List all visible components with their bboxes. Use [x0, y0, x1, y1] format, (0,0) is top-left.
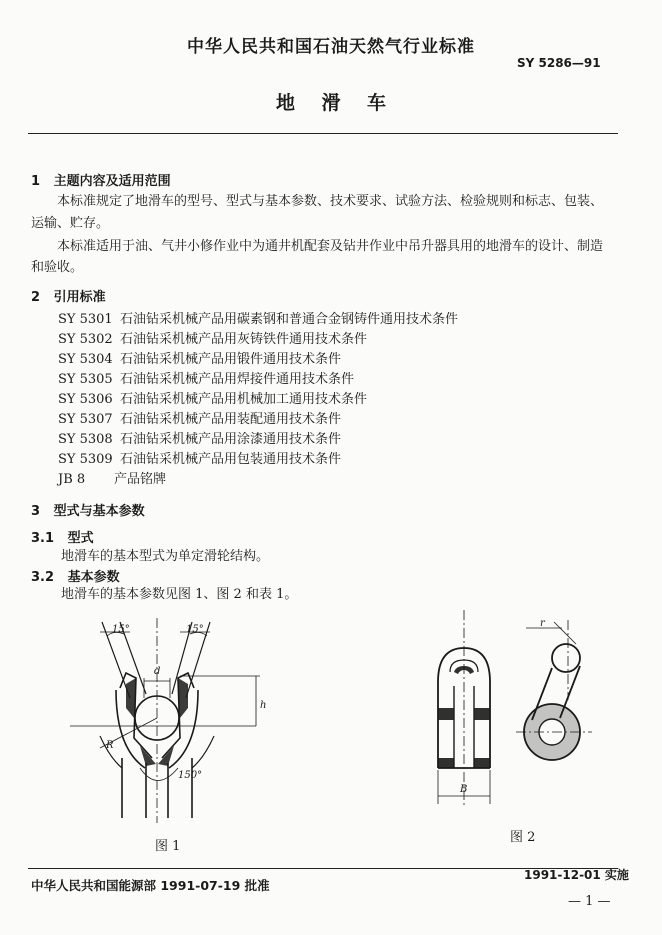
standard-title: 石油钻采机械产品用涂漆通用技术条件	[120, 432, 342, 447]
figure-2-caption: 图 2	[510, 830, 536, 845]
standard-code: SY 5302	[58, 332, 113, 347]
standard-code: SY 5306	[58, 392, 113, 407]
referenced-standard	[58, 448, 341, 467]
section-3-1-heading: 3.1 型式	[31, 531, 94, 546]
section-3-2-text: 地滑车的基本参数见图 1、图 2 和表 1。	[61, 587, 298, 602]
figure-1-150-label: 150°	[178, 770, 203, 781]
standard-title: 石油钻采机械产品用包装通用技术条件	[120, 452, 342, 467]
referenced-standard	[58, 388, 367, 407]
figure-1-h-label: h	[260, 700, 267, 711]
issuing-organization: 中华人民共和国石油天然气行业标准	[187, 37, 475, 57]
standard-code: SY 5301	[58, 312, 113, 327]
section-3-heading: 3 型式与基本参数	[31, 504, 145, 519]
section-2-heading: 2 引用标准	[31, 290, 106, 305]
standard-code: JB 8	[58, 472, 86, 487]
effective-date: 1991-12-01 实施	[524, 868, 629, 882]
standard-code: SY 5308	[58, 432, 113, 447]
referenced-standard	[58, 308, 458, 327]
standard-code: SY 5309	[58, 452, 113, 467]
standard-code: SY 5304	[58, 352, 113, 367]
referenced-standard	[58, 428, 341, 447]
section-3-2-heading: 3.2 基本参数	[31, 570, 120, 585]
standard-title: 石油钻采机械产品用焊接件通用技术条件	[120, 372, 355, 387]
referenced-standard	[58, 468, 166, 487]
section-1-para2-line2: 和验收。	[31, 260, 84, 275]
referenced-standard	[58, 328, 367, 347]
document-title: 地 滑 车	[276, 92, 386, 114]
standard-title: 石油钻采机械产品用锻件通用技术条件	[120, 352, 342, 367]
standard-title: 产品铭牌	[114, 472, 167, 487]
standard-number: SY 5286—91	[517, 56, 601, 70]
section-1-para1-line1: 本标准规定了地滑车的型号、型式与基本参数、技术要求、试验方法、检验规则和标志、包装、	[57, 194, 604, 209]
figure-1-r-label: R	[106, 740, 114, 751]
standard-title: 石油钻采机械产品用碳素钢和普通合金钢铸件通用技术条件	[120, 312, 459, 327]
figure-2-drawing	[420, 610, 620, 810]
standard-title: 石油钻采机械产品用机械加工通用技术条件	[120, 392, 368, 407]
standard-title: 石油钻采机械产品用灰铸铁件通用技术条件	[120, 332, 368, 347]
header-rule	[28, 133, 618, 134]
section-1-para1-line2: 运输、贮存。	[31, 216, 110, 231]
standard-title: 石油钻采机械产品用装配通用技术条件	[120, 412, 342, 427]
standard-code: SY 5307	[58, 412, 113, 427]
section-1-heading: 1 主题内容及适用范围	[31, 174, 171, 189]
standard-code: SY 5305	[58, 372, 113, 387]
figure-1-caption: 图 1	[155, 839, 181, 854]
page-number: — 1 —	[568, 894, 611, 909]
figure-1-angle-right-label: 15°	[186, 624, 204, 635]
figure-2-r-label: r	[540, 618, 545, 629]
referenced-standard	[58, 368, 354, 387]
figure-1-angle-left-label: 15°	[112, 624, 130, 635]
section-3-1-text: 地滑车的基本型式为单定滑轮结构。	[61, 549, 270, 564]
figure-2-b-label: B	[460, 784, 468, 795]
figure-1-d-label: d	[154, 666, 161, 677]
referenced-standard	[58, 408, 341, 427]
section-1-para2-line1: 本标准适用于油、气井小修作业中为通井机配套及钻井作业中吊升器具用的地滑车的设计、制造	[57, 239, 604, 254]
approval-statement: 中华人民共和国能源部 1991-07-19 批准	[31, 878, 270, 893]
referenced-standard	[58, 348, 341, 367]
figure-1-drawing	[60, 618, 300, 828]
